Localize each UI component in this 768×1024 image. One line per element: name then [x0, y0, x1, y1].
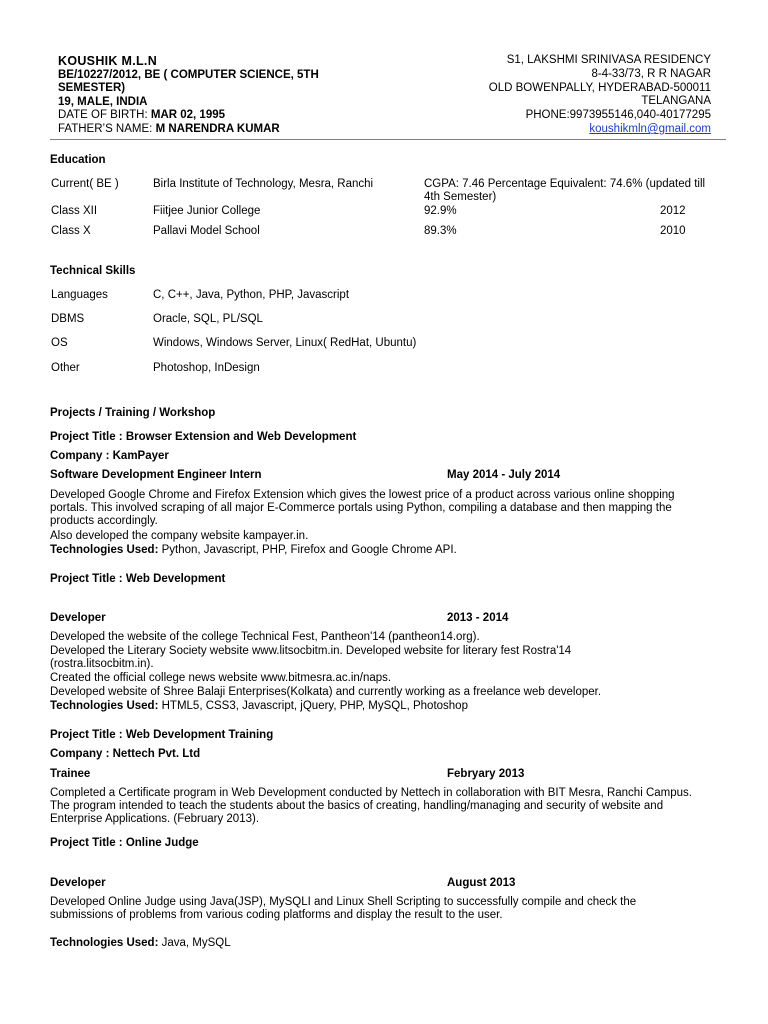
demographics: 19, MALE, INDIA: [58, 95, 148, 108]
skill-label-2: OS: [51, 337, 68, 349]
skill-value-2: Windows, Windows Server, Linux( RedHat, Ubuntu): [153, 337, 417, 349]
roll-line-1: BE/10227/2012, BE ( COMPUTER SCIENCE, 5TH: [58, 68, 319, 81]
address-line-3: OLD BOWENPALLY, HYDERABAD-500011: [488, 81, 711, 94]
project-2-role: Developer: [50, 612, 106, 624]
skill-label-1: DBMS: [51, 313, 85, 325]
skill-value-3: Photoshop, InDesign: [153, 362, 260, 374]
contact-info: [489, 54, 711, 137]
projects-heading: Projects / Training / Workshop: [50, 407, 216, 419]
tech-value: Python, Javascript, PHP, Firefox and Google Chrome API.: [158, 544, 457, 556]
edu-institution-0: Birla Institute of Technology, Mesra, Ranchi: [153, 178, 374, 190]
address-line-4: TELANGANA: [641, 95, 711, 108]
project-1-title: Project Title : Browser Extension and Web Development: [50, 431, 357, 443]
email-link[interactable]: koushikmln@gmail.com: [589, 122, 711, 135]
tech-value: Java, MySQL: [158, 937, 231, 949]
roll-line-2: SEMESTER): [58, 82, 126, 94]
project-2-dates: 2013 - 2014: [447, 612, 509, 624]
education-heading: Education: [50, 154, 106, 166]
project-4-tech: [50, 937, 231, 950]
project-2-line-3: Created the official college news website www.bitmesra.ac.in/naps.: [50, 672, 392, 684]
edu-score-1: 92.9%: [424, 205, 457, 217]
project-3-role: Trainee: [50, 768, 91, 780]
project-2-line-2: Developed the Literary Society website www.litsocbitm.in. Developed website for literary fest Rostra'14 (rostra.litsocbitm.in).: [50, 645, 572, 670]
dob-line: [58, 109, 388, 123]
project-1-company: Company : KamPayer: [50, 450, 169, 462]
personal-info: [58, 55, 388, 136]
edu-score-0: CGPA: 7.46 Percentage Equivalent: 74.6% (updated till 4th Semester): [424, 178, 706, 203]
tech-value: HTML5, CSS3, Javascript, jQuery, PHP, MySQL, Photoshop: [158, 700, 468, 712]
candidate-name: KOUSHIK M.L.N: [58, 54, 158, 68]
phone: PHONE:9973955146,040-40177295: [525, 109, 711, 122]
project-3-title: Project Title : Web Development Training: [50, 729, 274, 741]
father-value: M NARENDRA KUMAR: [155, 122, 280, 135]
tech-label: Technologies Used:: [50, 937, 159, 949]
skill-label-3: Other: [51, 362, 80, 374]
project-1-description-2: Also developed the company website kampayer.in.: [50, 530, 309, 542]
edu-level-0: Current( BE ): [51, 178, 119, 190]
project-4-description: Developed Online Judge using Java(JSP), MySQLI and Linux Shell Scripting to successfully compile and check the submissions of problems from various coding platforms and display the result to the user.: [50, 896, 637, 921]
project-3-description: Completed a Certificate program in Web Development conducted by Nettech in collaboration with BIT Mesra, Ranchi Campus. The program intended to teach the students about the basics of creating, handling/managing and security of website and Enterprise Applications. (February 2013).: [50, 787, 692, 825]
edu-institution-2: Pallavi Model School: [153, 225, 260, 237]
father-line: [58, 123, 388, 137]
dob-label: DATE OF BIRTH:: [58, 109, 151, 121]
project-4-role: Developer: [50, 877, 106, 889]
tech-label: Technologies Used:: [50, 700, 159, 712]
project-2-line-1: Developed the website of the college Technical Fest, Pantheon'14 (pantheon14.org).: [50, 631, 480, 643]
edu-year-2: 2010: [660, 225, 686, 237]
edu-level-1: Class XII: [51, 205, 98, 217]
edu-level-2: Class X: [51, 225, 91, 237]
project-3-dates: Febryary 2013: [447, 768, 525, 780]
skills-heading: Technical Skills: [50, 265, 136, 277]
edu-institution-1: Fiitjee Junior College: [153, 205, 261, 217]
address-line-2: 8-4-33/73, R R NAGAR: [591, 67, 711, 80]
project-3-company: Company : Nettech Pvt. Ltd: [50, 748, 201, 760]
project-1-dates: May 2014 - July 2014: [447, 469, 561, 481]
edu-score-2: 89.3%: [424, 225, 457, 237]
project-2-line-4: Developed website of Shree Balaji Enterprises(Kolkata) and currently working as a freelance web developer.: [50, 686, 602, 698]
skill-value-0: C, C++, Java, Python, PHP, Javascript: [153, 289, 350, 301]
project-1-tech: [50, 544, 457, 557]
header-divider: [50, 139, 726, 140]
tech-label: Technologies Used:: [50, 544, 159, 556]
project-4-title: Project Title : Online Judge: [50, 837, 199, 849]
project-4-dates: August 2013: [447, 877, 516, 889]
skill-label-0: Languages: [51, 289, 108, 301]
project-1-role: Software Development Engineer Intern: [50, 469, 262, 481]
address-line-1: S1, LAKSHMI SRINIVASA RESIDENCY: [506, 54, 711, 66]
project-2-title: Project Title : Web Development: [50, 573, 226, 585]
dob-value: MAR 02, 1995: [150, 109, 226, 121]
project-1-description: Developed Google Chrome and Firefox Extension which gives the lowest price of a product across various online shopping portals. This involved scraping of all major E-Commerce portals using Python, compiling a database and then mapping the products accordingly.: [50, 489, 675, 527]
skill-value-1: Oracle, SQL, PL/SQL: [153, 313, 263, 325]
father-label: FATHER’S NAME:: [58, 122, 156, 135]
edu-year-1: 2012: [660, 205, 686, 217]
project-2-tech: [50, 700, 468, 713]
